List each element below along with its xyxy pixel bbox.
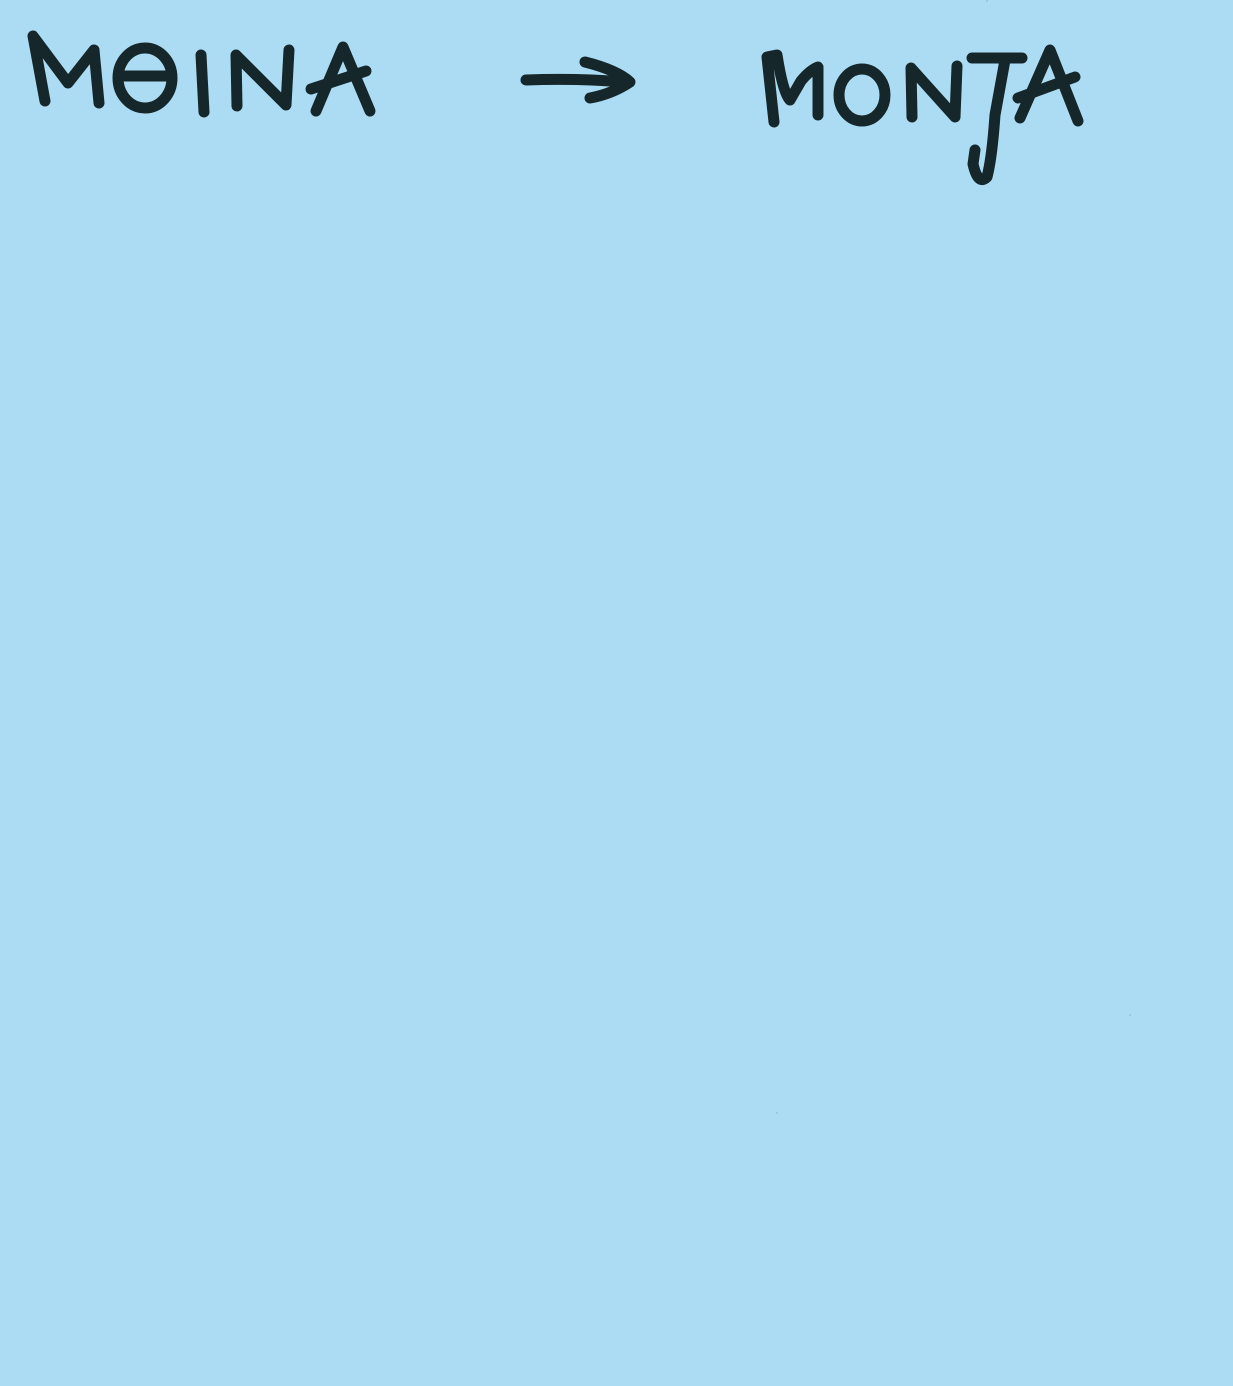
- handwriting-drawing: [0, 0, 1233, 260]
- letter-i: [201, 55, 204, 112]
- letter-n: [236, 50, 289, 106]
- letter-m: [33, 36, 99, 103]
- paper-speck: [1129, 1014, 1131, 1016]
- letter-m: [767, 55, 818, 122]
- handwritten-note: [0, 0, 1233, 260]
- paper-speck: [776, 1112, 778, 1114]
- right-arrow-icon: [526, 62, 630, 98]
- letter-o: [839, 69, 885, 121]
- letter-n: [911, 66, 957, 117]
- source-word: [33, 36, 370, 112]
- paper-speck: [986, 0, 988, 2]
- letter-j: [972, 58, 1022, 180]
- target-word: [767, 50, 1078, 180]
